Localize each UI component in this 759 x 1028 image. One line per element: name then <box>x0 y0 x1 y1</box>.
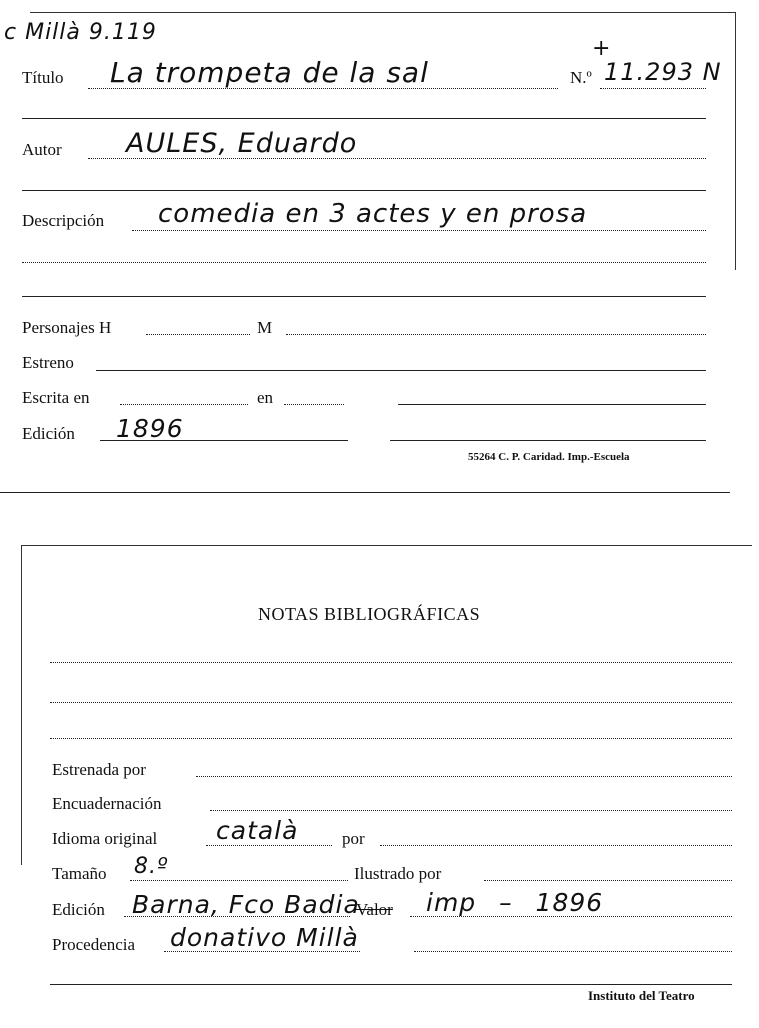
personajes-label: Personajes H <box>22 318 112 337</box>
bottom-card-border-top <box>22 545 752 546</box>
procedencia-label: Procedencia <box>52 935 136 954</box>
descripcion-label: Descripción <box>22 211 105 230</box>
bottom-card <box>0 540 759 1028</box>
notes-line-2 <box>50 702 732 703</box>
descripcion-line-2 <box>22 262 706 263</box>
tamano-label: Tamaño <box>52 864 107 883</box>
b-edicion-value: Barna, Fco Badia <box>132 890 360 919</box>
idioma-label: Idioma original <box>52 829 158 848</box>
bibliographic-notes-heading: NOTAS BIBLIOGRÁFICAS <box>258 604 481 624</box>
encuadernacion-label: Encuadernación <box>52 794 162 813</box>
por-label: por <box>342 829 365 848</box>
b-edicion-line <box>124 916 350 917</box>
bottom-solid-line <box>50 984 732 985</box>
estrenada-line <box>196 776 732 777</box>
autor-label: Autor <box>22 140 62 159</box>
idioma-value: català <box>216 816 299 845</box>
personajes-m-label: M <box>257 318 273 337</box>
titulo-line-2 <box>22 118 706 119</box>
escrita-en-line <box>284 404 344 405</box>
printer-imprint: 55264 C. P. Caridad. Imp.-Escuela <box>468 451 630 463</box>
procedencia-value: donativo Millà <box>170 923 359 952</box>
tamano-value: 8.º <box>134 854 169 879</box>
descripcion-value: comedia en 3 actes y en prosa <box>158 199 588 229</box>
b-edicion-label: Edición <box>52 900 105 919</box>
bottom-card-border-left <box>21 545 22 865</box>
encuadernacion-line <box>210 810 732 811</box>
notes-line-1 <box>50 662 732 663</box>
edicion-line <box>100 440 348 441</box>
escrita-label: Escrita en <box>22 388 90 407</box>
ilustrado-line <box>484 880 732 881</box>
notes-line-3 <box>50 738 732 739</box>
ilustrado-label: Ilustrado por <box>354 864 442 883</box>
tamano-line <box>130 880 348 881</box>
escrita-line <box>120 404 248 405</box>
procedencia-line <box>164 951 360 952</box>
escrita-en-label: en <box>257 388 274 407</box>
estrenada-label: Estrenada por <box>52 760 146 779</box>
por-line <box>380 845 732 846</box>
titulo-line <box>88 88 558 89</box>
valor-value: imp – 1896 <box>426 888 604 917</box>
top-card-border-right <box>735 12 736 270</box>
autor-line-2 <box>22 190 706 191</box>
valor-label: Valor <box>356 900 393 919</box>
titulo-value: La trompeta de la sal <box>110 56 429 89</box>
estreno-label: Estreno <box>22 353 74 372</box>
descripcion-line <box>132 230 706 231</box>
descripcion-line-3 <box>22 296 706 297</box>
numero-line <box>600 88 706 89</box>
valor-line <box>410 916 732 917</box>
numero-mark: + <box>592 36 612 61</box>
edicion-right-line <box>390 440 706 441</box>
estreno-line <box>96 370 706 371</box>
titulo-label: Título <box>22 68 64 87</box>
edicion-label: Edición <box>22 424 75 443</box>
numero-value: 11.293 N <box>604 58 722 86</box>
idioma-line <box>206 845 332 846</box>
corner-note: c Millà 9.119 <box>4 20 157 45</box>
card-separator <box>0 492 730 493</box>
numero-label: N.º <box>570 68 592 87</box>
procedencia-right-line <box>414 951 732 952</box>
personajes-m-line <box>286 334 706 335</box>
edicion-value: 1896 <box>116 414 184 443</box>
top-card <box>0 0 759 492</box>
autor-line <box>88 158 706 159</box>
autor-value: AULES, Eduardo <box>126 128 358 159</box>
institute-footer: Instituto del Teatro <box>588 988 695 1003</box>
top-card-border-top <box>30 12 736 13</box>
escrita-right-line <box>398 404 706 405</box>
personajes-h-line <box>146 334 250 335</box>
